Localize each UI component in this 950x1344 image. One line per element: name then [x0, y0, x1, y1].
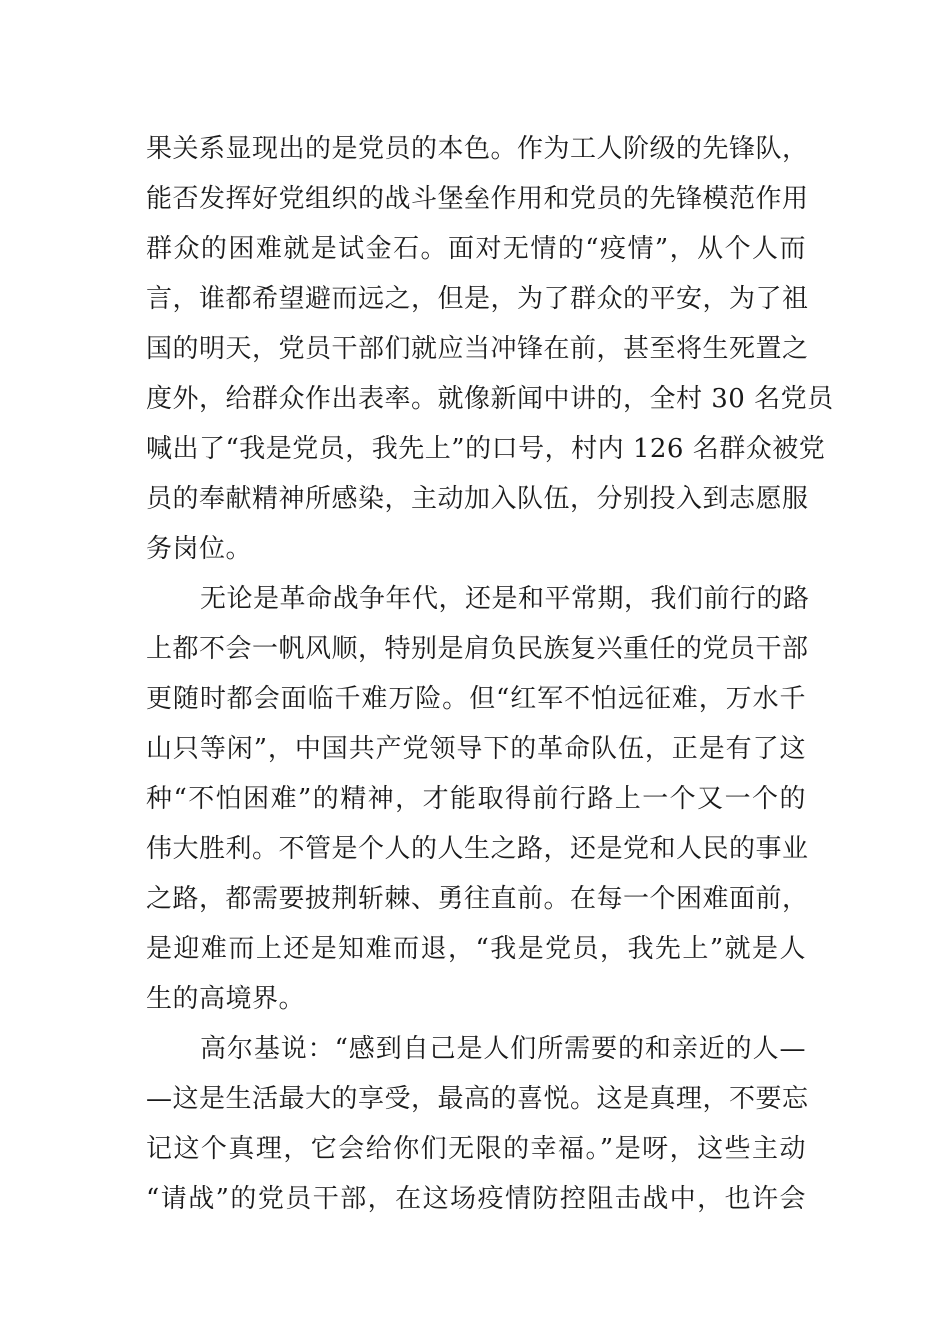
- text-line: 山只等闲”，中国共产党领导下的革命队伍，正是有了这: [146, 734, 806, 764]
- text-line: 上都不会一帆风顺，特别是肩负民族复兴重任的党员干部: [146, 634, 809, 664]
- text-line: 伟大胜利。不管是个人的人生之路，还是党和人民的事业: [146, 834, 809, 864]
- text-line: 之路，都需要披荆斩棘、勇往直前。在每一个困难面前，: [146, 884, 809, 914]
- text-line: 务岗位。: [146, 534, 253, 564]
- text-line: 是迎难而上还是知难而退，“我是党员，我先上”就是人: [146, 934, 806, 964]
- text-line: 无论是革命战争年代，还是和平常期，我们前行的路: [200, 584, 810, 614]
- text-line: 果关系显现出的是党员的本色。作为工人阶级的先锋队，: [146, 134, 809, 164]
- text-line: 种“不怕困难”的精神，才能取得前行路上一个又一个的: [146, 784, 806, 814]
- text-line: 言，谁都希望避而远之，但是，为了群众的平安，为了祖: [146, 284, 809, 314]
- text-line: 国的明天，党员干部们就应当冲锋在前，甚至将生死置之: [146, 334, 809, 364]
- text-line: 能否发挥好党组织的战斗堡垒作用和党员的先锋模范作用: [146, 184, 809, 214]
- text-line: 员的奉献精神所感染，主动加入队伍，分别投入到志愿服: [146, 484, 809, 514]
- text-line: “请战”的党员干部，在这场疫情防控阻击战中，也许会: [146, 1184, 806, 1214]
- body-text: [146, 124, 834, 1224]
- text-line: 群众的困难就是试金石。面对无情的“疫情”，从个人而: [146, 234, 806, 264]
- text-line: —这是生活最大的享受，最高的喜悦。这是真理，不要忘: [146, 1084, 809, 1114]
- text-line: 喊出了“我是党员，我先上”的口号，村内 126 名群众被党: [146, 434, 826, 464]
- text-line: 更随时都会面临千难万险。但“红军不怕远征难，万水千: [146, 684, 806, 714]
- text-line: 高尔基说：“感到自己是人们所需要的和亲近的人—: [200, 1034, 806, 1064]
- text-line: 生的高境界。: [146, 984, 306, 1014]
- text-line: 记这个真理，它会给你们无限的幸福。”是呀，这些主动: [146, 1134, 806, 1164]
- text-line: 度外，给群众作出表率。就像新闻中讲的，全村 30 名党员: [146, 384, 834, 414]
